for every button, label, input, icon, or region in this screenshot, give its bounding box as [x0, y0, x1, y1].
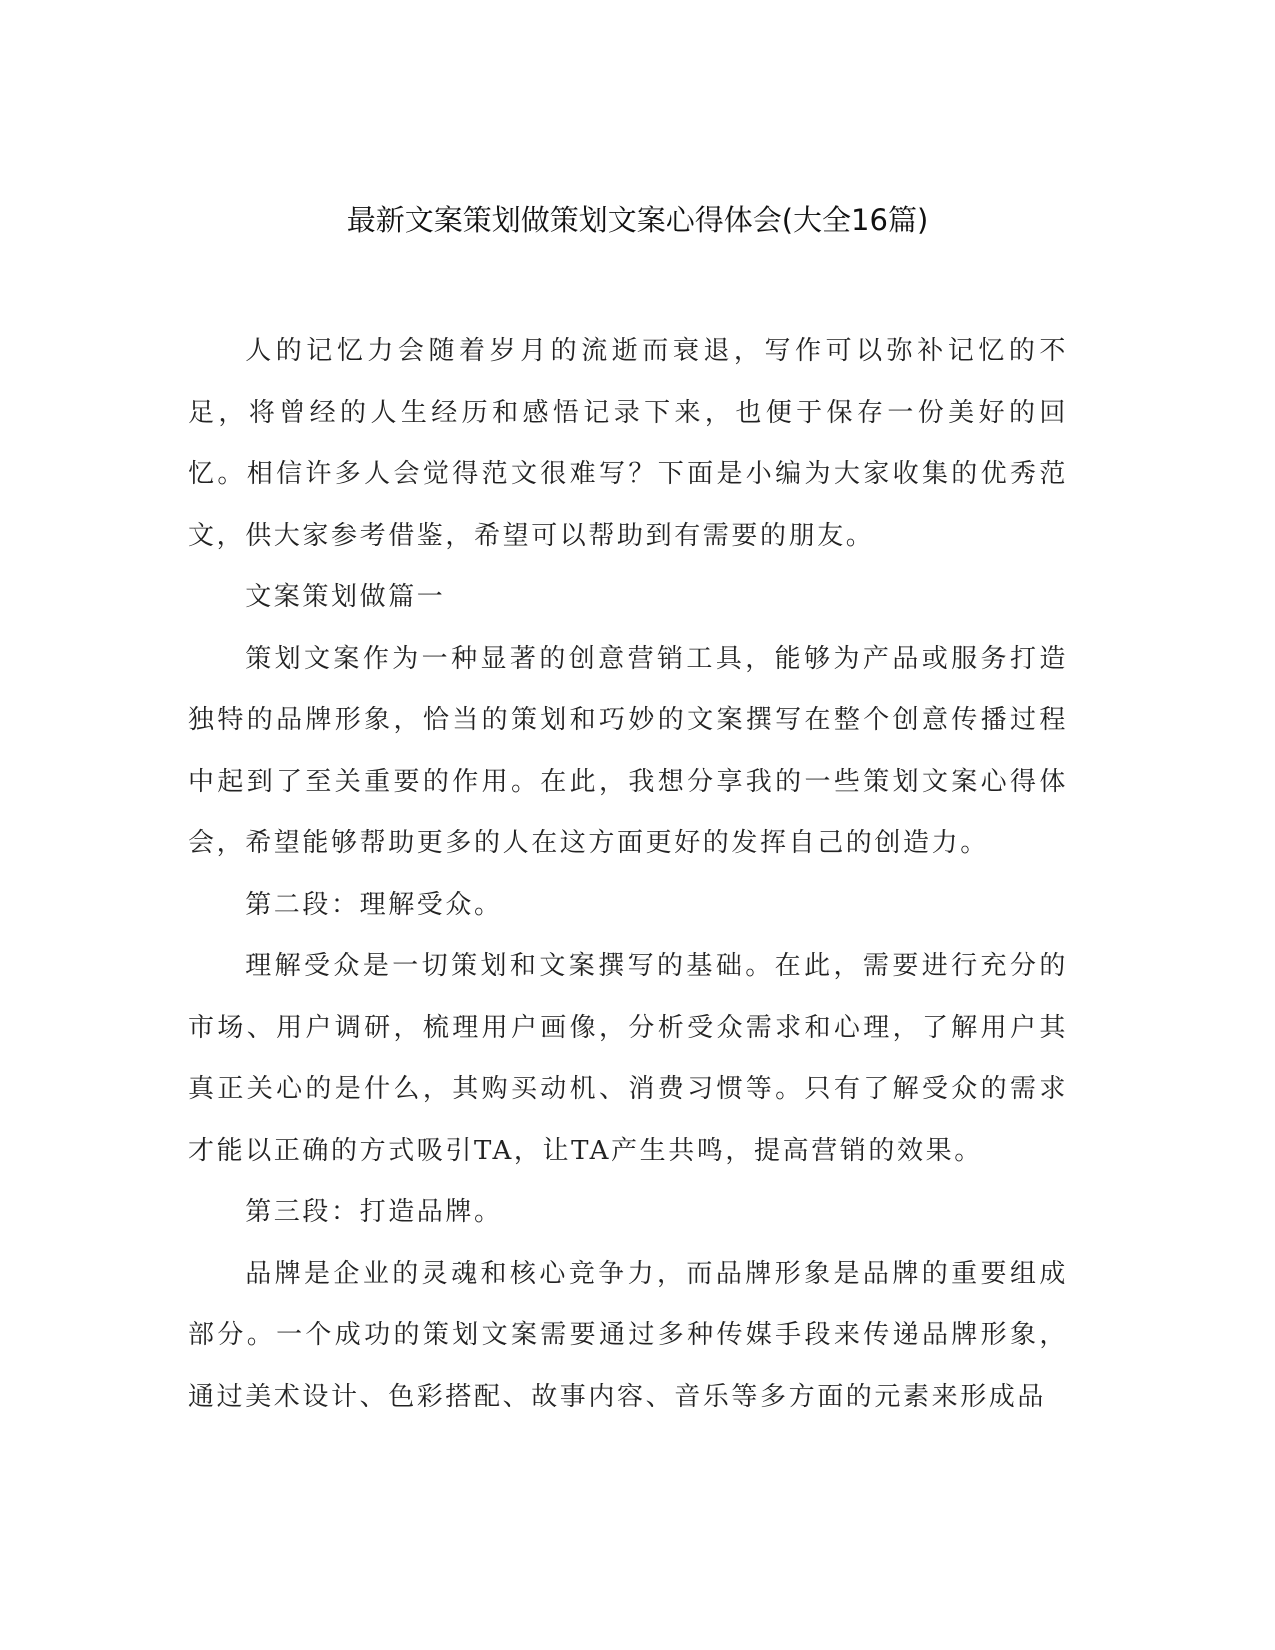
- section-heading-2: 第二段：理解受众。: [245, 889, 503, 920]
- intro-paragraph: 人的记忆力会随着岁月的流逝而衰退，写作可以弥补记忆的不足，将曾经的人生经历和感悟记录下来，也便于保存一份美好的回忆。相信许多人会觉得范文很难写？下面是小编为大家收集的优秀范文，供大家参考借鉴，希望可以帮助到有需要的朋友。: [188, 336, 1068, 551]
- document-body: [188, 321, 1068, 1428]
- body-paragraph-1: 策划文案作为一种显著的创意营销工具，能够为产品或服务打造独特的品牌形象，恰当的策划和巧妙的文案撰写在整个创意传播过程中起到了至关重要的作用。在此，我想分享我的一些策划文案心得体会，希望能够帮助更多的人在这方面更好的发挥自己的创造力。: [188, 643, 1068, 858]
- section-heading-3: 第三段：打造品牌。: [245, 1197, 503, 1227]
- body-paragraph-2: 理解受众是一切策划和文案撰写的基础。在此，需要进行充分的市场、用户调研，梳理用户画像，分析受众需求和心理，了解用户其真正关心的是什么，其购买动机、消费习惯等。只有了解受众的需求才能以正确的方式吸引TA，让TA产生共鸣，提高营销的效果。: [188, 951, 1068, 1166]
- body-paragraph-3: 品牌是企业的灵魂和核心竞争力，而品牌形象是品牌的重要组成部分。一个成功的策划文案需要通过多种传媒手段来传递品牌形象，通过美术设计、色彩搭配、故事内容、音乐等多方面的元素来形成品: [188, 1258, 1068, 1412]
- section-heading-1: 文案策划做篇一: [245, 582, 446, 612]
- document-title: 最新文案策划做策划文案心得体会(大全16篇): [346, 203, 929, 237]
